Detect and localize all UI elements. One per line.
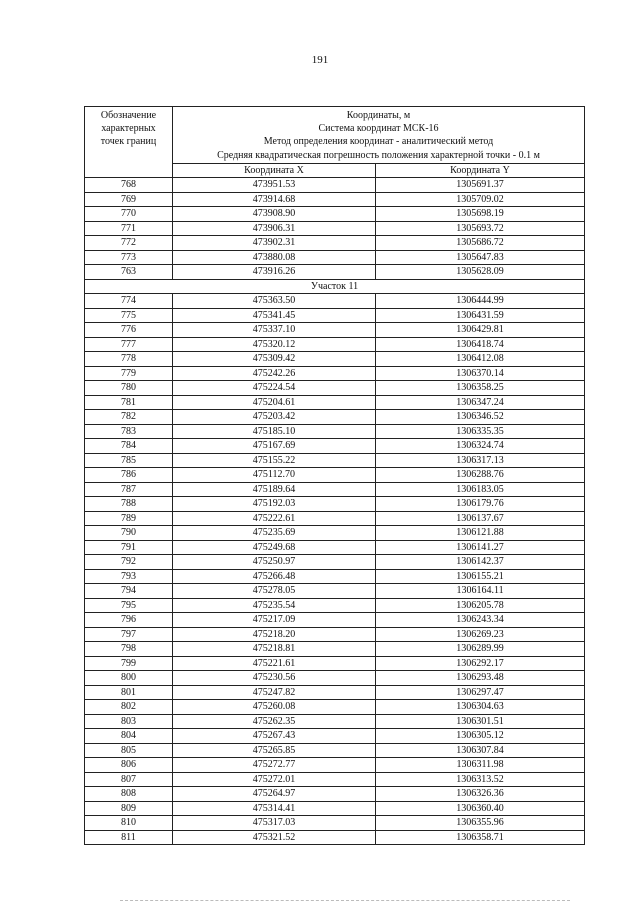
table-row: [85, 801, 585, 816]
coord-x-cell: 473906.31: [173, 221, 376, 236]
coord-x-cell: 473902.31: [173, 236, 376, 251]
table-row: [85, 526, 585, 541]
point-id-cell: 781: [85, 395, 173, 410]
coord-y-cell: 1305691.37: [376, 178, 585, 193]
point-id-cell: 768: [85, 178, 173, 193]
table-row: [85, 497, 585, 512]
coord-y-cell: 1306121.88: [376, 526, 585, 541]
point-id-cell: 774: [85, 294, 173, 309]
coord-y-cell: 1306243.34: [376, 613, 585, 628]
point-id-cell: 785: [85, 453, 173, 468]
coord-y-cell: 1306335.35: [376, 424, 585, 439]
table-row: [85, 294, 585, 309]
section-row: [85, 279, 585, 294]
point-id-cell: 806: [85, 758, 173, 773]
coord-x-cell: 475272.01: [173, 772, 376, 787]
coord-x-cell: 475189.64: [173, 482, 376, 497]
point-id-cell: 808: [85, 787, 173, 802]
table-row: [85, 178, 585, 193]
coord-y-cell: 1306429.81: [376, 323, 585, 338]
coord-x-cell: 475250.97: [173, 555, 376, 570]
point-id-cell: 804: [85, 729, 173, 744]
coord-x-cell: 475222.61: [173, 511, 376, 526]
point-id-cell: 769: [85, 192, 173, 207]
coord-x-cell: 473951.53: [173, 178, 376, 193]
section-label: Участок 11: [85, 279, 585, 294]
header-main-line: Координаты, м: [346, 110, 411, 121]
table-row: [85, 787, 585, 802]
coord-y-cell: 1306313.52: [376, 772, 585, 787]
coord-y-cell: 1306305.12: [376, 729, 585, 744]
header-left-line: Обозначение: [100, 110, 157, 121]
header-main-line: Метод определения координат - аналитический метод: [263, 136, 494, 148]
header-left-line: точек границ: [100, 136, 157, 147]
table-row: [85, 207, 585, 222]
coord-y-cell: 1306358.71: [376, 830, 585, 845]
table-row: [85, 758, 585, 773]
coord-x-cell: 475221.61: [173, 656, 376, 671]
coord-y-cell: 1305693.72: [376, 221, 585, 236]
coord-x-cell: 475185.10: [173, 424, 376, 439]
coord-y-cell: 1306292.17: [376, 656, 585, 671]
coord-x-cell: 475363.50: [173, 294, 376, 309]
coord-y-cell: 1306360.40: [376, 801, 585, 816]
table-row: [85, 743, 585, 758]
point-id-cell: 789: [85, 511, 173, 526]
coord-x-cell: 475337.10: [173, 323, 376, 338]
table-row: [85, 352, 585, 367]
coord-y-cell: 1306269.23: [376, 627, 585, 642]
point-id-cell: 793: [85, 569, 173, 584]
point-designation-header: [85, 107, 173, 178]
coord-x-cell: 475309.42: [173, 352, 376, 367]
coord-y-cell: 1305698.19: [376, 207, 585, 222]
header-left-line: характерных: [101, 123, 156, 134]
point-id-cell: 792: [85, 555, 173, 570]
coord-x-cell: 475249.68: [173, 540, 376, 555]
table-row: [85, 468, 585, 483]
table-row: [85, 714, 585, 729]
coord-y-cell: 1306444.99: [376, 294, 585, 309]
coord-x-cell: 473914.68: [173, 192, 376, 207]
coord-y-cell: 1306412.08: [376, 352, 585, 367]
table-row: [85, 453, 585, 468]
coord-x-cell: 473908.90: [173, 207, 376, 222]
point-id-cell: 778: [85, 352, 173, 367]
table-row: [85, 540, 585, 555]
coord-x-cell: 475267.43: [173, 729, 376, 744]
coord-y-cell: 1305686.72: [376, 236, 585, 251]
coord-x-cell: 475224.54: [173, 381, 376, 396]
coord-x-cell: 475155.22: [173, 453, 376, 468]
table-row: [85, 482, 585, 497]
point-id-cell: 786: [85, 468, 173, 483]
coord-x-cell: 475264.97: [173, 787, 376, 802]
coord-x-cell: 475235.54: [173, 598, 376, 613]
table-row: [85, 381, 585, 396]
point-id-cell: 807: [85, 772, 173, 787]
coord-y-cell: 1306370.14: [376, 366, 585, 381]
table-row: [85, 656, 585, 671]
coord-y-cell: 1306346.52: [376, 410, 585, 425]
coord-y-cell: 1306431.59: [376, 308, 585, 323]
coord-x-cell: 475242.26: [173, 366, 376, 381]
point-id-cell: 799: [85, 656, 173, 671]
table-row: [85, 569, 585, 584]
col-y-header: Координата Y: [376, 163, 585, 178]
point-id-cell: 783: [85, 424, 173, 439]
coord-y-cell: 1306179.76: [376, 497, 585, 512]
table-row: [85, 250, 585, 265]
coord-x-cell: 475235.69: [173, 526, 376, 541]
coord-x-cell: 473880.08: [173, 250, 376, 265]
table-row: [85, 555, 585, 570]
point-id-cell: 763: [85, 265, 173, 280]
point-id-cell: 811: [85, 830, 173, 845]
coord-x-cell: 475317.03: [173, 816, 376, 831]
coord-y-cell: 1305709.02: [376, 192, 585, 207]
coord-x-cell: 475321.52: [173, 830, 376, 845]
point-id-cell: 775: [85, 308, 173, 323]
coord-x-cell: 475272.77: [173, 758, 376, 773]
header-main-line: Система координат МСК-16: [318, 123, 439, 135]
table-row: [85, 410, 585, 425]
point-id-cell: 776: [85, 323, 173, 338]
coord-y-cell: 1306311.98: [376, 758, 585, 773]
table-row: [85, 221, 585, 236]
table-row: [85, 816, 585, 831]
coord-y-cell: 1306304.63: [376, 700, 585, 715]
table-row: [85, 598, 585, 613]
coord-y-cell: 1306293.48: [376, 671, 585, 686]
table-row: [85, 772, 585, 787]
coord-y-cell: 1306289.99: [376, 642, 585, 657]
coord-y-cell: 1306358.25: [376, 381, 585, 396]
point-id-cell: 803: [85, 714, 173, 729]
coord-y-cell: 1306326.36: [376, 787, 585, 802]
table-row: [85, 627, 585, 642]
coord-x-cell: 475112.70: [173, 468, 376, 483]
point-id-cell: 780: [85, 381, 173, 396]
point-id-cell: 795: [85, 598, 173, 613]
coordinates-table: [84, 106, 585, 845]
coord-x-cell: 475230.56: [173, 671, 376, 686]
coord-x-cell: 475167.69: [173, 439, 376, 454]
coord-y-cell: 1306418.74: [376, 337, 585, 352]
coord-y-cell: 1306155.21: [376, 569, 585, 584]
col-x-header: Координата X: [173, 163, 376, 178]
point-id-cell: 790: [85, 526, 173, 541]
table-row: [85, 511, 585, 526]
coord-x-cell: 475266.48: [173, 569, 376, 584]
table-row: [85, 424, 585, 439]
coord-x-cell: 473916.26: [173, 265, 376, 280]
coord-y-cell: 1306288.76: [376, 468, 585, 483]
table-row: [85, 642, 585, 657]
coord-x-cell: 475204.61: [173, 395, 376, 410]
coord-x-cell: 475218.81: [173, 642, 376, 657]
table-row: [85, 439, 585, 454]
coord-y-cell: 1306141.27: [376, 540, 585, 555]
point-id-cell: 800: [85, 671, 173, 686]
coord-y-cell: 1306137.67: [376, 511, 585, 526]
coord-x-cell: 475262.35: [173, 714, 376, 729]
point-id-cell: 798: [85, 642, 173, 657]
coord-x-cell: 475265.85: [173, 743, 376, 758]
coord-y-cell: 1306297.47: [376, 685, 585, 700]
coord-y-cell: 1306347.24: [376, 395, 585, 410]
table-row: [85, 830, 585, 845]
point-id-cell: 810: [85, 816, 173, 831]
table-row: [85, 265, 585, 280]
coord-y-cell: 1305647.83: [376, 250, 585, 265]
coord-x-cell: 475218.20: [173, 627, 376, 642]
table-row: [85, 192, 585, 207]
coord-y-cell: 1306205.78: [376, 598, 585, 613]
header-main-line: Средняя квадратическая погрешность положения характерной точки - 0.1 м: [217, 149, 540, 161]
point-id-cell: 796: [85, 613, 173, 628]
scan-edge-line: [120, 900, 570, 901]
table-row: [85, 323, 585, 338]
point-id-cell: 787: [85, 482, 173, 497]
coord-y-cell: 1305628.09: [376, 265, 585, 280]
table-row: [85, 236, 585, 251]
coord-x-cell: 475278.05: [173, 584, 376, 599]
point-id-cell: 794: [85, 584, 173, 599]
table-row: [85, 700, 585, 715]
table-row: [85, 729, 585, 744]
coord-y-cell: 1306301.51: [376, 714, 585, 729]
point-id-cell: 771: [85, 221, 173, 236]
table-row: [85, 337, 585, 352]
coord-x-cell: 475320.12: [173, 337, 376, 352]
coord-x-cell: 475314.41: [173, 801, 376, 816]
coord-x-cell: 475217.09: [173, 613, 376, 628]
table-row: [85, 308, 585, 323]
point-id-cell: 770: [85, 207, 173, 222]
coord-y-cell: 1306324.74: [376, 439, 585, 454]
coord-x-cell: 475260.08: [173, 700, 376, 715]
coord-y-cell: 1306183.05: [376, 482, 585, 497]
point-id-cell: 791: [85, 540, 173, 555]
coord-x-cell: 475192.03: [173, 497, 376, 512]
coord-y-cell: 1306355.96: [376, 816, 585, 831]
point-id-cell: 797: [85, 627, 173, 642]
point-id-cell: 802: [85, 700, 173, 715]
point-id-cell: 773: [85, 250, 173, 265]
coord-x-cell: 475203.42: [173, 410, 376, 425]
table-row: [85, 584, 585, 599]
point-id-cell: 782: [85, 410, 173, 425]
table-row: [85, 395, 585, 410]
table-row: [85, 613, 585, 628]
table-row: [85, 671, 585, 686]
table-row: [85, 685, 585, 700]
coord-y-cell: 1306142.37: [376, 555, 585, 570]
point-id-cell: 784: [85, 439, 173, 454]
coord-y-cell: 1306317.13: [376, 453, 585, 468]
header-row: [85, 107, 585, 164]
page-number: 191: [311, 54, 329, 66]
coord-y-cell: 1306307.84: [376, 743, 585, 758]
coord-x-cell: 475341.45: [173, 308, 376, 323]
point-id-cell: 805: [85, 743, 173, 758]
point-id-cell: 779: [85, 366, 173, 381]
point-id-cell: 772: [85, 236, 173, 251]
point-id-cell: 777: [85, 337, 173, 352]
point-id-cell: 809: [85, 801, 173, 816]
point-id-cell: 801: [85, 685, 173, 700]
coord-y-cell: 1306164.11: [376, 584, 585, 599]
point-id-cell: 788: [85, 497, 173, 512]
coord-x-cell: 475247.82: [173, 685, 376, 700]
coordinates-header: [173, 107, 585, 164]
table-row: [85, 366, 585, 381]
